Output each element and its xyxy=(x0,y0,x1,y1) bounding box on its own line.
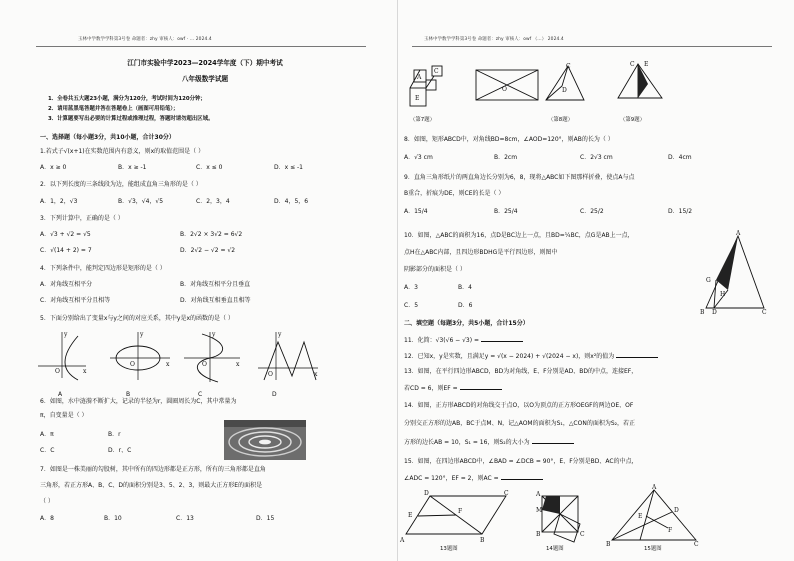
figure-8-rectangle xyxy=(472,66,544,106)
q9-option-a: A．15/4 xyxy=(404,208,428,215)
q1-option-c: C．x ≤ 0 xyxy=(196,164,223,171)
q8-option-d: D．4cm xyxy=(668,154,692,161)
svg-text:O: O xyxy=(130,361,135,368)
q5-label-a: A xyxy=(58,391,63,398)
svg-text:A: A xyxy=(736,230,741,237)
q8-option-b: B．2cm xyxy=(494,154,518,161)
svg-text:C: C xyxy=(434,68,439,75)
svg-text:D: D xyxy=(674,507,679,514)
q1-option-b: B．x ≥ -1 xyxy=(118,164,147,171)
q13-answer-blank[interactable] xyxy=(460,384,502,390)
svg-text:x: x xyxy=(314,371,318,378)
svg-text:y: y xyxy=(212,331,216,338)
svg-text:O: O xyxy=(202,361,207,368)
q12-answer-blank[interactable] xyxy=(616,352,658,358)
figure-9b-triangle xyxy=(614,60,666,102)
q7-option-c: C．13 xyxy=(176,515,194,522)
svg-text:C: C xyxy=(762,309,767,316)
q10-line-2: 点H在△ABC内部，且四边形BDHG是平行四边形，则图中 xyxy=(404,249,558,256)
svg-text:C: C xyxy=(504,490,509,497)
svg-text:C: C xyxy=(630,61,635,68)
svg-text:B: B xyxy=(606,541,611,548)
q8-option-a: A．√3 cm xyxy=(404,154,433,161)
svg-text:C: C xyxy=(566,63,571,70)
q7-option-d: D．15 xyxy=(256,515,275,522)
q4-option-b: B．对角线互相平分且垂直 xyxy=(180,281,251,288)
note-1: 1．全卷共五大题23小题，满分为120分，考试时间为120分钟； xyxy=(48,96,206,102)
section-1-heading: 一、选择题（每小题3分，共10小题，合计30分） xyxy=(40,134,175,141)
q9-option-c: C．25/2 xyxy=(580,208,604,215)
q12-stem xyxy=(404,352,658,360)
q3-option-d: D．2√2 − √2 = √2 xyxy=(180,247,236,254)
q14-line-2: 分别交正方形的边AB，BC于点M、N，记△AOM的面积为S₁，△CON的面积为S₂，若正 xyxy=(404,420,636,427)
header-rule xyxy=(412,46,772,47)
section-2-heading: 二、填空题（每题3分，共5小题，合计15分） xyxy=(404,320,529,327)
q11-answer-blank[interactable] xyxy=(481,336,523,342)
svg-text:O: O xyxy=(55,368,60,375)
q2-option-c: C．2，3，4 xyxy=(196,198,230,205)
q14-answer-blank[interactable] xyxy=(532,438,574,444)
q6-line-2: π，自变量是（ ） xyxy=(40,412,88,419)
svg-text:D: D xyxy=(712,309,717,316)
svg-text:y: y xyxy=(64,331,68,338)
note-2: 2．请用蓝黑笔答题并答在答题卷上（画图可用铅笔）； xyxy=(48,106,179,112)
q7-line-2: 三角形，若正方形A、B、C、D的面积分别是3、5、2、3，则最大正方形E的面积是 xyxy=(40,482,263,489)
q9-option-d: D．15/2 xyxy=(668,208,693,215)
q9-line-1: 9．直角三角形纸片的两直角边长分别为6，8，现将△ABC如下图那样折叠，使点A与点 xyxy=(404,174,635,181)
svg-text:A: A xyxy=(536,491,541,498)
q8-stem: 8．如图，矩形ABCD中，对角线BD=8cm，∠AOD=120°，则AB的长为（ ） xyxy=(404,136,614,143)
q10-line-1: 10．如图，△ABC的面积为16，点D是BC边上一点，且BD=¼BC，点G是AB上一点， xyxy=(404,232,634,239)
svg-text:E: E xyxy=(644,61,649,68)
graph-a xyxy=(38,331,87,380)
figure-7-pythagoras-tree xyxy=(404,58,450,112)
q5-function-graphs xyxy=(38,328,338,388)
graph-d xyxy=(258,331,318,380)
svg-text:D: D xyxy=(424,490,429,497)
q4-stem: 4．下列条件中，能判定四边形是矩形的是（ ） xyxy=(40,265,166,272)
q4-option-d: D．对角线互相垂直且相等 xyxy=(180,297,251,304)
q5-label-d: D xyxy=(272,391,277,398)
figure-7-caption: （第7题） xyxy=(410,117,435,123)
q7-line-3: （ ） xyxy=(40,498,54,505)
figure-13-caption: 13题图 xyxy=(440,546,458,552)
svg-text:E: E xyxy=(638,513,643,520)
note-3: 3．计算题要写出必要的计算过程或推理过程，答题时请勿超出区域。 xyxy=(48,116,214,122)
q13-line-2: 若CD = 6，则EF = xyxy=(404,385,458,392)
svg-text:F: F xyxy=(458,508,463,515)
q3-stem: 3．下列计算中，正确的是（ ） xyxy=(40,215,124,222)
svg-text:F: F xyxy=(668,527,673,534)
svg-text:C: C xyxy=(580,531,585,538)
q10-option-d: D．6 xyxy=(458,302,473,309)
figure-10-triangle xyxy=(698,230,770,316)
q15-answer-blank[interactable] xyxy=(501,474,543,480)
q3-option-a: A．√3 + √2 = √5 xyxy=(40,231,91,238)
q6-option-c: C．C xyxy=(40,447,55,454)
q13-line-2-row xyxy=(404,384,502,392)
q3-option-c: C．√(14 + 2) = 7 xyxy=(40,247,92,254)
q1-option-d: D．x ≤ -1 xyxy=(274,164,303,171)
q15-line-2: ∠ADC = 120°，EF = 2，则AC = xyxy=(404,475,499,482)
q5-label-b: B xyxy=(126,391,131,398)
q5-stem: 5．下面分别给出了变量x与y之间的对应关系，其中y是x的函数的是（ ） xyxy=(40,315,234,322)
q3-option-b: B．2√2 × 3√2 = 6√2 xyxy=(180,231,243,238)
svg-text:G: G xyxy=(706,277,711,284)
q4-option-c: C．对角线互相平分且相等 xyxy=(40,297,111,304)
q1-option-a: A．x ≥ 0 xyxy=(40,164,67,171)
q14-line-1: 14．如图，正方形ABCD的对角线交于点O，以O为顶点的正方形OEGF的两边OE、OF xyxy=(404,402,634,409)
figure-13-parallelogram xyxy=(400,490,512,542)
q6-option-d: D．r、C xyxy=(108,447,132,454)
q6-option-b: B．r xyxy=(108,431,121,438)
q11-text: 11．化简：√3(√6 − √3) = xyxy=(404,337,480,344)
svg-text:D: D xyxy=(562,87,567,94)
svg-text:A: A xyxy=(652,484,657,491)
header-rule xyxy=(36,46,366,47)
figure-9-folded-triangle xyxy=(542,62,588,104)
ripple-photo xyxy=(224,420,306,460)
q10-option-c: C．5 xyxy=(404,302,419,309)
figure-8-caption: （第8题） xyxy=(548,117,573,123)
figure-9-caption: （第9题） xyxy=(620,117,645,123)
svg-text:x: x xyxy=(83,368,87,375)
q12-text: 12．已知x，y是实数，且满足y = √(x − 2024) + √(2024 − x)，则x²的值为 xyxy=(404,353,615,360)
q11-stem xyxy=(404,336,523,344)
q1-stem: 1.若式子√(x+1)在实数范围内有意义，则x的取值范围是（ ） xyxy=(40,148,205,155)
q15-line-2-row xyxy=(404,474,543,482)
q15-line-1: 15．如图，在四边形ABCD中，∠BAD = ∠DCB = 90°，E、F分别是BD、AC的中点， xyxy=(404,458,638,465)
q7-line-1: 7．如图是一株美丽的勾股树，其中所有的四边形都是正方形，所有的三角形都是直角 xyxy=(40,466,266,473)
q10-option-b: B．4 xyxy=(458,284,472,291)
svg-text:O: O xyxy=(502,86,507,93)
graph-b xyxy=(110,331,170,380)
q2-stem: 2．以下列长度的三条线段为边，能组成直角三角形的是（ ） xyxy=(40,181,202,188)
q9-line-2: B重合，折痕为DE，则CE的长是（ ） xyxy=(404,190,505,197)
q9-option-b: B．25/4 xyxy=(494,208,518,215)
svg-text:H: H xyxy=(720,291,726,298)
q10-line-3: 阴影部分的面积是（ ） xyxy=(404,266,466,273)
svg-text:B: B xyxy=(480,537,485,544)
svg-text:A: A xyxy=(400,537,405,544)
svg-text:E: E xyxy=(415,95,420,102)
q10-option-a: A．3 xyxy=(404,284,418,291)
q5-label-c: C xyxy=(198,391,203,398)
page-header: 玉林中学数学学科第3号卷 命题者：zhy 审核人：owf · … 2024.4 xyxy=(78,37,212,42)
figure-15-caption: 15题图 xyxy=(644,546,662,552)
q4-option-a: A．对角线互相平分 xyxy=(40,281,93,288)
svg-text:y: y xyxy=(278,331,282,338)
svg-text:C: C xyxy=(694,541,699,548)
exam-subtitle: 八年级数学试题 xyxy=(181,75,229,83)
figure-14-squares xyxy=(536,490,586,548)
q6-option-a: A．π xyxy=(40,431,54,438)
q6-line-1: 6．如图，水中涟漪不断扩大，记录的半径为r，圆圈周长为C，其中常量为 xyxy=(40,398,237,405)
svg-text:x: x xyxy=(236,361,240,368)
q14-line-3: 方形的边长AB = 10，S₁ = 16，则S₂的大小为 xyxy=(404,439,530,446)
svg-text:y: y xyxy=(140,331,144,338)
q2-option-a: A．1，2，√3 xyxy=(40,198,78,205)
svg-text:A: A xyxy=(417,74,422,81)
q2-option-b: B．√3，√4，√5 xyxy=(118,198,164,205)
q7-option-b: B．10 xyxy=(104,515,122,522)
svg-text:B: B xyxy=(700,309,705,316)
figure-14-caption: 14题图 xyxy=(546,546,564,552)
q7-option-a: A．8 xyxy=(40,515,54,522)
figure-15-quadrilateral xyxy=(606,486,700,546)
svg-text:E: E xyxy=(408,512,413,519)
svg-text:O: O xyxy=(268,371,273,378)
graph-c xyxy=(184,331,240,382)
right-page xyxy=(397,0,794,561)
exam-title: 江门市实验中学2023—2024学年度（下）期中考试 xyxy=(127,59,283,67)
page-header: 玉林中学数学学科第3号卷 命题者：zhy 审核人：owf （…） 2024.4 xyxy=(424,37,564,42)
q13-line-1: 13．如图，在平行四边形ABCD，BD为对角线，E、F分别是AD、BD的中点，连接EF， xyxy=(404,368,638,375)
q8-option-c: C．2√3 cm xyxy=(580,154,613,161)
svg-text:M: M xyxy=(536,507,543,514)
svg-text:B: B xyxy=(536,531,541,538)
svg-text:x: x xyxy=(166,361,170,368)
q14-line-3-row xyxy=(404,438,574,446)
q2-option-d: D．4，5，6 xyxy=(274,198,309,205)
